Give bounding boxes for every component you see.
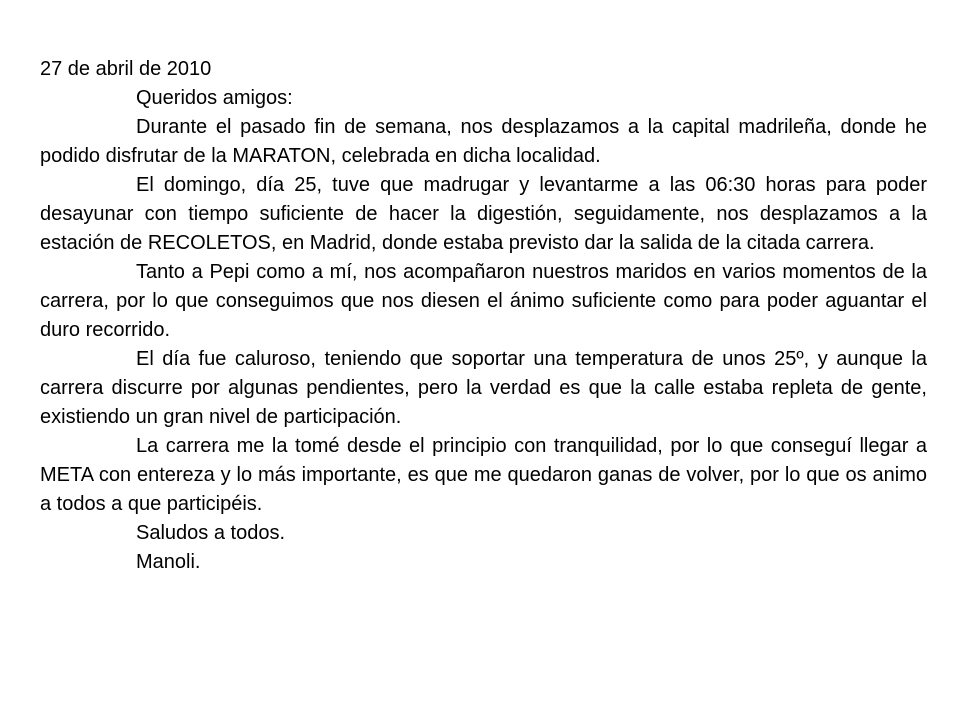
letter-greeting: Queridos amigos:	[136, 87, 293, 109]
letter-closing: Saludos a todos.	[136, 522, 285, 544]
letter-paragraph: El día fue caluroso, teniendo que soportar una temperatura de unos 25º, y aunque la carrera discurre por algunas pendientes, pero la verdad es que la calle estaba repleta de gente, existiendo un gran nivel de participación.	[40, 348, 927, 428]
letter-paragraph: Tanto a Pepi como a mí, nos acompañaron nuestros maridos en varios momentos de la carrera, por lo que conseguimos que nos diesen el ánimo suficiente como para poder aguantar el duro recorrido.	[40, 261, 927, 341]
letter-paragraph: La carrera me la tomé desde el principio con tranquilidad, por lo que conseguí llegar a META con entereza y lo más importante, es que me quedaron ganas de volver, por lo que os animo a todos a que participéis.	[40, 435, 927, 515]
letter-paragraph: Durante el pasado fin de semana, nos desplazamos a la capital madrileña, donde he podido disfrutar de la MARATON, celebrada en dicha localidad.	[40, 116, 927, 167]
letter-signature: Manoli.	[136, 551, 201, 573]
letter-body	[40, 55, 927, 577]
letter-paragraph: El domingo, día 25, tuve que madrugar y levantarme a las 06:30 horas para poder desayunar con tiempo suficiente de hacer la digestión, seguidamente, nos desplazamos a la estación de RECOLETOS, en Madrid, donde estaba previsto dar la salida de la citada carrera.	[40, 174, 927, 254]
letter-date: 27 de abril de 2010	[40, 58, 212, 80]
